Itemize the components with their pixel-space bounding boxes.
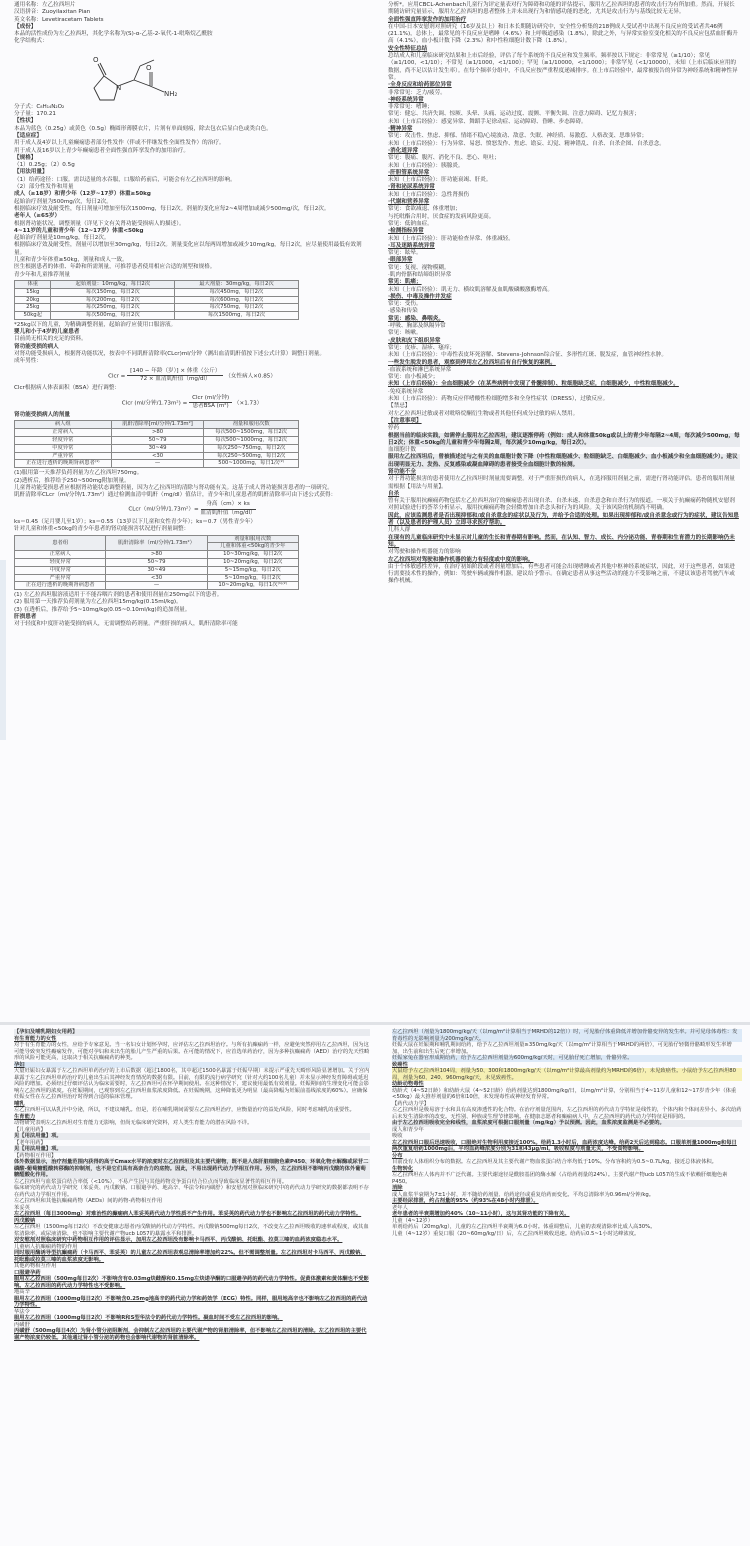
subsection-heading: 孕妇 (14, 1062, 370, 1069)
table-row (15, 566, 299, 574)
paragraph: 目前没有人体组织分布的数据。左乙拉西坦及其主要代谢产物血浆蛋白结合率均低于10%。分布容积约为0.5~0.7L/kg，接近总体液体积。 (392, 1159, 717, 1165)
paragraph: 左乙拉西坦和其他抗癫痫药物（AEDs）间的药物-药物相互作用 (14, 1198, 163, 1204)
table-cell: 正常病人 (15, 551, 106, 559)
paragraph: 妊娠大鼠在妊娠期和哺乳期间给药，给予左乙拉西坦剂量≥350mg/kg/天（以mg/m²计算相当于MRHD的两倍），可见胎仔轻微骨骼畸形发生率增加，出生前和出生后死亡率增加。 (392, 1042, 732, 1055)
table-cell: 20kg (15, 296, 51, 304)
child-note: (3) 在透析后，推荐给予5~10mg/kg(0.05~0.10ml/kg)的追加剂量。 (14, 606, 191, 613)
leaflet-page-1 (0, 0, 378, 1025)
table-cell: 每次200mg，每日2次 (51, 296, 175, 304)
paragraph: 血细胞计数 (388, 447, 416, 454)
table-header-cell: 患者组 (15, 535, 106, 551)
usage-line: 医生根据患者的体重、年龄和所需剂量，可推荐患者使用相应合适的剂型和规格。 (14, 264, 216, 271)
paragraph: 常见：咳嗽。 (388, 330, 422, 337)
page-3-column (14, 1029, 370, 1341)
subsection-heading: 丙戊酸钠 (14, 1217, 36, 1224)
paragraph: 动物研究表明左乙拉西坦对生育能力无影响，但尚无临床研究资料，对人类生育能力的潜在风险不详。 (14, 1120, 253, 1126)
paragraph: 成人血浆半衰期为7±1小时，并不随给药剂量、给药途径或重复给药而变化。平均总清除率为0.96ml/分钟/kg。 (392, 1191, 655, 1198)
table-cell: 严重异常 (15, 452, 112, 460)
table-cell: 每次450mg，每日2次 (175, 288, 299, 296)
renal-bsa-text: Clcr根据病人体表面积（BSA）进行调整： (14, 385, 120, 392)
table-header-cell: 病人组 (15, 421, 112, 429)
pediatric-dose-table (14, 280, 299, 320)
paragraph: 华法令 (14, 1308, 30, 1315)
paragraph: 未知（上市后经验）：药物反应伴嗜酸性粒细胞增多和全身性症状（DRESS），过敏反应。 (388, 396, 609, 403)
paragraph: 儿童病人抗癫痫药物的作用 (14, 1243, 78, 1250)
formula-note: （女性病人×0.85） (225, 372, 276, 379)
formula-fraction (201, 501, 256, 517)
formula-numerator: Clcr (ml/分钟) (189, 395, 232, 403)
paragraph: 常见：皮疹、湿疹、瘙痒； (388, 344, 456, 351)
section-heading: 由于左乙拉西坦吸收完全和线性，血浆浓度可根据口服剂量（mg/kg）予以预测。因此，血浆浓度监测是不必要的。 (392, 1120, 742, 1127)
table-row (15, 559, 299, 567)
paragraph: 与托吡酯合用时，厌食症的发病风险更高。 (388, 213, 495, 220)
subsection-heading: 一些发生脱发的患者，观察到停用左乙拉西坦后有自行恢复的案例。 (388, 359, 556, 366)
section-indications-heading: 【适应症】 (14, 132, 42, 139)
subsection-heading: 主要经尿排泄，约占剂量的95%（约93%在48小时内排泄）。 (392, 1198, 539, 1204)
subsection-heading: 幼龄动物毒性 (392, 1081, 424, 1087)
paragraph: 未知（上市后经验）：急性肾损伤 (388, 191, 470, 198)
table-cell: 严重异常 (15, 574, 106, 582)
renal-text: 成年男性： (14, 358, 42, 365)
leaflet-page-4 (378, 1025, 750, 1546)
svg-text:N: N (116, 83, 122, 92)
table-row (15, 288, 299, 296)
paragraph: 左乙拉西坦（剂量为1800mg/kg/天（以mg/m²计算相当于MRHD的12倍））时，可见胎仔体重降低并增加骨骼变异的发生率。并可见母体毒性：发育毒性的无影响剂量为200mg/kg/天。 (392, 1029, 742, 1042)
section-heading: 服用左乙拉西坦后，曾被描述过与之有关的血细胞计数下降（中性粒细胞减少、粒细胞缺乏、白细胞减少、血小板减少和全血细胞减少）。建议出现明显无力、发热、反复感染或凝血障碍的患者接受全血细胞计数的检测。 (388, 454, 740, 469)
usage-line: 根据临床疗效及耐受性，剂量可以增加至30mg/kg，每日2次。剂量变化应以每两周增加或减少10mg/kg，每日2次，应尽量使用最低有效剂量。 (14, 242, 362, 256)
subsection-heading: ·消化道异常 (388, 147, 419, 154)
table-header-cell: 剂量和服用次数 (204, 421, 298, 429)
formula-numerator: [140 − 年龄（岁）] × 体重（公斤） (127, 368, 223, 376)
paragraph: 苯妥英 (14, 1204, 30, 1211)
paragraph: 未知（上市后经验）：行为异常、易怒、愤怒发作、焦虑、谵妄、幻觉、精神错乱、自杀、自杀企图、自杀意念。 (388, 140, 665, 147)
paragraph: 总结成人和儿童临床研究结果和上市后经验，评估了每个系统的不良反应和发生频率。频率按以下规定：非常常见（≥1/10）；常见（≥1/100，<1/10）；不常见（≥1/1000，<1/100）；罕见（≥1/10000，<1/1000）；非常罕见（<1/10000），未知（上市后临床应用的数据，尚不足以估计发生率）。在每个频率分组中，不良反应按严重程度递减排序。在上市后经验中，最常被报告的异常为神经系统和精神性异常。 (388, 53, 738, 81)
renal-heading: 肾功能受损的病人 (14, 343, 59, 350)
table-cell: 30~49 (106, 566, 207, 574)
table-cell: 每次500~1500mg，每日2次 (204, 429, 298, 437)
table-header-cell: 最大剂量：30mg/kg，每日2次 (175, 280, 299, 288)
subsection-heading: 哺乳 (14, 1100, 25, 1107)
leaflet-page-3 (0, 1025, 378, 1546)
subsection-heading: 自杀 (388, 490, 400, 497)
paragraph: 【药代动力学】 (392, 1100, 430, 1107)
table-cell: 每次250~750mg，每日2次 (204, 444, 298, 452)
structure-label: 化学结构式： (14, 38, 48, 45)
table-cell: 10~20mg/kg，每日2次 (207, 559, 298, 567)
table-cell: 轻度异常 (15, 437, 112, 445)
section-spec-heading: 【规格】 (14, 154, 37, 161)
paragraph: 常见：攻击性、焦虑、抑郁、情绪不稳/心境波动、敌意、失眠、神经质、易激惹、人格改变、思维异常； (388, 133, 648, 140)
paragraph: 老年人 (392, 1204, 408, 1211)
paragraph: 在中国-日本安慰剂对照研究（16岁及以上）和日本长期随访研究中，安全性分析集的218例成人受试者中出现不良反应的受试者共46例(21.1%)，总体上，最常见的不良反应是嗜睡（4.6%）和上呼吸道感染（1.8%），除此之外，与异常实验室变化相关的不良反应包括血肝酶升高（4.1%），血小板计数下降（2.3%）和中性粒细胞计数下降（1.8%）。 (388, 23, 738, 45)
svg-text:O: O (146, 63, 152, 72)
paragraph: 丙磺舒 (14, 1321, 30, 1328)
chemical-structure (14, 46, 370, 104)
formula-lhs: CLcr（ml/分钟/1.73m²）= (128, 506, 199, 513)
subsection-heading: 安全性特征总结 (388, 45, 428, 52)
table-row (15, 296, 299, 304)
paragraph: 左乙拉西坦在人体内并不广泛代谢。主要代谢途径是酰胺基团的酶水解（占给药剂量的24%）。主要代谢产物ucb L057的生成不依赖肝细胞色素P450。 (392, 1172, 728, 1185)
page-2-column (388, 2, 740, 586)
table-cell: — (111, 460, 204, 468)
section-heading: 【孕妇及哺乳期妇女用药】 (14, 1029, 370, 1036)
usage-line: 青少年和儿童推荐剂量 (14, 271, 70, 278)
paragraph: 【禁忌】 (388, 403, 411, 410)
pediatric-clcr-formula (14, 501, 370, 517)
table-cell: 每次250mg，每日2次 (51, 304, 175, 312)
usage-line: （1）给药途径：口服。需以适量的水吞服，口服给药前后，可能会有左乙拉西坦的影响。 (14, 176, 236, 183)
subsection-heading: ·眼部异常 (388, 257, 413, 264)
subsection-heading: ·肾和泌尿系统异常 (388, 184, 435, 191)
table-row (15, 304, 299, 312)
paragraph: 非常常见：嗜睡； (388, 104, 433, 111)
subsection-heading: 对安慰剂对照临床研究中药物相互作用的评估显示，加用左乙拉西坦没有影响卡马西平、丙戊酸钠、托吡酯、拉莫三嗪的血药浓度稳态水平。 (14, 1237, 343, 1243)
paragraph: 常见：血小板减少； (388, 374, 439, 381)
paragraph: 由于个体敏感性差异，在治疗初始阶段或者剂量增加后，有些患者可能会出现嗜睡或者其他中枢神经系统症状，因此，对于这些患者，如果进行需要技术性的操作，例如：驾驶车辆或操作机器，建议给予警示。在确定患者从事这些活动的能力不受影响之前，不建议该患者驾驶汽车或操作机械。 (388, 563, 735, 585)
usage-subheading: 成人（≥18岁）和青少年（12岁~17岁）体重≥50kg (14, 191, 151, 198)
subsection-heading: ·损伤、中毒及操作并发症 (388, 293, 452, 300)
child-note: (2) 服用第一天推荐负荷剂量为左乙拉西坦15mg/kg(0.15ml/kg)。 (14, 599, 182, 606)
table-cell: 每次500mg，每日2次 (51, 312, 175, 320)
table-header-cell: 肌酐清除率[ml/分钟/1.73m²] (111, 421, 204, 429)
paragraph: 分析*。应用CBCL-Achenbach儿童行为评定量表对行为障碍和功能的评估提示，服用左乙拉西坦的患者的攻击行为有所加重。然而，开展长期随访研究量显示，服用左乙拉西坦的患者整体上并未出现行为和情感功能的恶化，尤其是攻击行为与基线比较无无异。 (388, 2, 735, 16)
paragraph: 常见：低钠血症。 (388, 220, 433, 227)
paragraph: ·免疫系统异常 (388, 388, 424, 395)
drug-english-name: 英文名称：Levetiracetam Tablets (14, 16, 104, 23)
usage-subheading: 老年人（≥65岁） (14, 213, 61, 220)
table-header-cell: 体重 (15, 280, 51, 288)
table-cell: <30 (106, 574, 207, 582)
paragraph: 非常常见：乏力/疲劳。 (388, 89, 446, 96)
table-row (15, 452, 299, 460)
table-cell: 每次600mg，每日2次 (175, 296, 299, 304)
renal-text: 对肾功能受损病人，根据肾功能状况，按表中不同肌酐清除率(CLcr)ml/分钟（测出血清肌酐值按下述公式计算）调整日剂量。 (14, 351, 325, 358)
paragraph: 未知（上市后经验）：中毒性表皮坏死溶解、Stevens-Johnson综合征、多形性红斑、脱发症，血管神经性水肿。 (388, 352, 667, 359)
paragraph: 儿童（4~12岁） (392, 1217, 434, 1224)
paragraph: 幼龄犬（4~52日龄）和幼龄大鼠（4~52日龄）给药剂量达到1800mg/kg/日，以mg/m²计算，分别相当于4~11岁儿童和12~17岁青少年（体重<50kg）最大推荐剂量的6倍和10倍，未发现毒性或神经发育异常。 (392, 1087, 737, 1100)
subsection-heading: 左乙拉西坦口服后迅速吸收，口服绝对生物利用度接近100%。给药1.3小时后，血药浓度达峰。给药2天后达到稳态。口服单剂量1000mg和每日两次重复给药1000mg后，平均血药峰浓度分别为31和43μg/ml。吸收程度与剂量无关，不受食物影响。 (392, 1139, 737, 1152)
renal-note: (1)服用第一天推荐负荷剂量为左乙拉西坦750mg。 (14, 470, 143, 477)
svg-text:NH₂: NH₂ (164, 89, 178, 98)
table-row (15, 582, 299, 590)
paragraph: 其他药物相互作用 (14, 1263, 57, 1269)
table-cell: 500~1000mg，每日1次⁽²⁾ (204, 460, 298, 468)
chemical-structure-drawing (74, 46, 214, 104)
child-table-title: 针对儿童和体重<50kg的青少年患者的肾功能损害状况进行剂量调整： (14, 526, 190, 533)
table-header-cell: 剂量和服用次数 (207, 535, 298, 543)
subsection-heading: 有生育能力的女性 (14, 1035, 57, 1042)
usage-line: 起始治疗剂量为500mg/次，每日2次。 (14, 198, 112, 205)
subsection-heading: ·精神异常 (388, 126, 413, 133)
table-row (15, 312, 299, 320)
paragraph: 未知（上市后经验）：肝功能衰竭、肝炎。 (388, 177, 492, 184)
paragraph: 单剂给药后（20mg/kg），儿童的左乙拉西坦半衰期为6.0小时。体重调整后，儿童的表观清除率比成人高30%。 (392, 1224, 656, 1230)
subsection-heading: ·全身反应和给药部位异常 (388, 82, 452, 89)
table-header-cell: 儿童和体重<50kg的青少年 (207, 543, 298, 551)
usage-line: （2）部分性发作和用量 (14, 184, 74, 191)
paragraph: 儿科人群 (388, 527, 411, 534)
infant-text: 目前尚无相关的充足的资料。 (14, 336, 87, 343)
section-heading: 见【用法用量】项。 (14, 1146, 370, 1153)
formula-lhs: Clcr = (108, 372, 126, 379)
ks-note: ks＝0.45（足月婴儿至1岁）；ks＝0.55（13岁以下儿童和女性青少年）；ks＝0.7（男性青少年） (14, 519, 256, 526)
table-cell: >80 (106, 551, 207, 559)
paragraph: 常见：受伤。 (388, 301, 422, 308)
table-cell: 5~15mg/kg，每日2次 (207, 566, 298, 574)
dose-table-note: *25kg以下的儿童，为精确调整剂量，起始治疗应使用口服溶液。 (14, 321, 177, 328)
subsection-heading: 左乙拉西坦对驾驶和操作机器的能力有轻度或中度的影响。 (388, 556, 534, 563)
pediatric-renal-table (14, 535, 299, 591)
table-cell: 每次1500mg，每日2次 (175, 312, 299, 320)
table-row (15, 551, 299, 559)
subsection-heading: ·皮肤和皮下组织异常 (388, 337, 441, 344)
paragraph: 对于肾功能损害的患者使用左乙拉西坦时剂量需要调整。对于严重肝损伤的病人，在选择服用剂量之前，需进行肾功能评估。患者的服用剂量需根据【用法与用量】。 (388, 476, 735, 490)
table-cell: 轻度异常 (15, 559, 106, 567)
renal-dose-table (14, 420, 299, 468)
table-cell: — (106, 582, 207, 590)
subsection-heading: 【注意事项】 (388, 417, 422, 424)
paragraph: 【老年用药】 (14, 1139, 46, 1146)
hepatic-text: 对于轻度和中度肝功能受损的病人，无需调整给药剂量。严重肝损的病人，肌酐清除率可能 (14, 621, 238, 628)
table-cell: 10~20mg/kg，每日1次⁽¹⁾⁽²⁾ (207, 582, 298, 590)
formula-denominator: 72 × 血清肌酐值（mg/dl） (140, 375, 211, 382)
table-row (15, 444, 299, 452)
table-cell: 中度异常 (15, 444, 112, 452)
composition-text: 本品的活性成份为左乙拉西坦，其化学名称为(S)-α-乙基-2-氧代-1-吡咯烷乙酰胺 (14, 31, 213, 38)
svg-text:O: O (93, 55, 99, 64)
paragraph: 成人和青少年 (392, 1126, 424, 1133)
subsection-heading: 生育能力 (14, 1113, 36, 1120)
table-row (15, 429, 299, 437)
leaflet-page-2 (378, 0, 750, 1025)
paragraph: 【药物相互作用】 (14, 1152, 57, 1159)
paragraph: 地高辛 (14, 1289, 30, 1295)
subsection-heading: ·检测指标异常 (388, 228, 424, 235)
paragraph: 对驾驶和操作机器能力的影响 (388, 549, 461, 556)
paragraph: 未知（上市后经验）：胰腺炎。 (388, 162, 464, 169)
paragraph: 对左乙拉西坦过敏或者对吡咯烷酮衍生物或者其他任何成分过敏的病人禁用。 (388, 410, 579, 417)
subsection-heading: 同时服用酶诱导型抗癫痫药（卡马西平、苯妥英）的儿童左乙拉西坦表观总清除率增加约22%。但不需调整剂量。左乙拉西坦对卡马西平、丙戊酸钠、托吡酯或拉莫三嗪的血浆浓度无影响。 (14, 1250, 366, 1263)
renal-note: 儿童肾功能受损患者应根据肾功能状态调整剂量，因为左乙拉西坦的清除与肾功能有关。这基于成人肾功能损害患者的一项研究。 (14, 484, 333, 491)
molecular-formula: 分子式：C₈H₁₄N₂O₂ (14, 103, 65, 110)
clcr-bsa-formula (14, 395, 370, 411)
paragraph: 大量妊娠妇女暴露于左乙拉西坦单药治疗的上市后数据（超过1800名，其中超过1500名暴露于妊娠早期）未提示严重先天畸形风险显著增加。关于宫内暴露于左乙拉西坦单药治疗的儿童出生后其神经发育情况的数据有限。目前，有限的流行病学研究（针对大约100名儿童）并未显示神经发育障碍或延迟风险的增加。必须经过仔细评估认为临床需要时，左乙拉西坦可在怀孕期间使用。在这种情况下，建议使用最低有效剂量。妊娠期间的生理变化可能会影响左乙拉西坦的浓度。在妊娠期间，已观察到左乙拉西坦血浆浓度降低。在妊娠晚期，这种降低更为明显（最高降幅为妊娠前基线浓度的60%）。应确保妊娠女性在左乙拉西坦治疗时得到合适的临床管理。 (14, 1068, 370, 1100)
paragraph: 左乙拉西坦是极易溶于水和具有高度渗透性的化合物。在治疗剂量范围内，左乙拉西坦的药代动力学特征是线性的，个体内和个体间差异小。多次给药后未发生清除率的改变。无性别、种族或生理节律影响。在健康志愿者和癫痫病人中，左乙拉西坦的药代动力学特征是相同的。 (392, 1107, 742, 1120)
paragraph: 左乙拉西坦可以从乳汁中分泌，所以，不建议哺乳。但是，若在哺乳期间需要左乙拉西坦治疗，应衡量治疗的益处/风险，同时考虑哺乳的重要性。 (14, 1107, 355, 1113)
formula-denominator: 患者BSA (m²) (192, 402, 229, 409)
section-composition-heading: 【成份】 (14, 23, 37, 30)
subsection-heading: 分布 (392, 1152, 403, 1159)
usage-line: 根据肾功能状况，调整剂量（详见下文有关肾功能受损病人的描述）。 (14, 220, 185, 227)
paragraph: ·呼吸、胸部及纵隔异常 (388, 323, 446, 330)
table-cell: 正在进行透析的晚期肾病患者 (15, 582, 106, 590)
child-note: (1) 左乙拉西坦服溶液适用于不能吞咽片剂的患者和使用剂量在250mg以下的患者。 (14, 592, 223, 599)
paragraph: 常见：复视、视物模糊。 (388, 264, 450, 271)
subsection-heading: 常见：肌痛； (388, 279, 422, 286)
table-cell: 中度异常 (15, 566, 106, 574)
page-4-column (392, 1029, 742, 1237)
subsection-heading: 在现有的儿童临床研究中未显示对儿童的生长和青春期有影响。然而，在认知、智力、成长、内分泌功能、青春期和生育潜力的长期影响仍未知。 (388, 534, 735, 548)
table-cell: 10~30mg/kg，每日2次 (207, 551, 298, 559)
indication-line: 用于成人及4岁以上儿童癫痫患者部分性发作（伴或不伴继发性全面性发作）的治疗。 (14, 140, 225, 147)
table-header-cell: 起始剂量：10mg/kg，每日2次 (51, 280, 175, 288)
table-row (15, 574, 299, 582)
usage-line: 儿童和青少年体重≥50kg，剂量和成人一致。 (14, 257, 128, 264)
drug-generic-name: 通用名称：左乙拉西坦片 (14, 2, 76, 8)
paragraph: 左乙拉西坦与血浆蛋白结合率低（<10%），不易产生因与其他药物竞争蛋白结合位点而导致临床显著性的相互作用。 (14, 1178, 288, 1185)
paragraph: 儿童（4~12岁）重复口服（20~60mg/kg/日）后，左乙拉西坦吸收迅速。给药后0.5~1小时达峰浓度。 (392, 1230, 640, 1237)
table-cell: 每次500~1000mg，每日2次 (204, 437, 298, 445)
subsection-heading: 未知（上市后经验）：全血细胞减少（在某些病例中发现了骨髓抑制）、粒细胞缺乏症，白细胞减少，中性粒细胞减少。 (388, 381, 679, 388)
formula-fraction (127, 368, 223, 384)
usage-line: 起始治疗剂量是10mg/kg，每日2次。 (14, 235, 110, 242)
renal-note: 肌酐清除率CLcr（ml/分钟/1.73m²）通过检测血清中肌酐（mg/dl）值估计，青少年和儿童患者的肌酐清除率可由下述公式获得： (14, 492, 337, 499)
paragraph: 未知（上市后经验）：肝功能检查异常、体重减轻。 (388, 235, 514, 242)
subsection-heading: ·肝胆管系统异常 (388, 169, 430, 176)
formula-denominator: 血清肌酐值（mg/dl） (200, 509, 256, 516)
subsection-heading: 老年患者的半衰期增加约40%（10~11小时），这与其肾功能的下降有关。 (392, 1211, 570, 1217)
table-cell: 每次150mg，每日2次 (51, 288, 175, 296)
paragraph: 常见：健忘、共济失调、惊厥、头晕、头痛、运动过度、震颤、平衡失调、注意力障碍、记忆力损害； (388, 111, 640, 118)
table-header-row (15, 421, 299, 429)
subsection-heading: ·耳及迷路系统异常 (388, 242, 435, 249)
page-gutter-mark (0, 560, 6, 740)
formula-lhs: Clcr (ml/分钟/1.73m²) = (121, 399, 188, 406)
section-traits-heading: 【性状】 (14, 118, 37, 125)
table-cell: 正常病人 (15, 429, 112, 437)
formula-note: （×1.73） (233, 399, 263, 406)
table-cell: 50kg起 (15, 312, 51, 320)
molecular-weight: 分子量：170.21 (14, 111, 56, 118)
drug-pinyin-name: 汉语拼音：Zuoyilaxitan Pian (14, 9, 91, 16)
subsection-heading: 消除 (392, 1185, 403, 1191)
section-heading: 见【用法用量】项。 (14, 1133, 370, 1140)
indication-line: 用于成人及16岁以上青少年癫痫患者全面性强直阵挛发作的加用治疗。 (14, 147, 189, 154)
subsection-heading: 常见：感染、鼻咽炎。 (388, 315, 444, 322)
section-usage-heading: 【用法用量】 (14, 169, 48, 176)
table-cell: 每次250~500mg，每日2次 (204, 452, 298, 460)
table-cell: 5~10mg/kg，每日2次 (207, 574, 298, 582)
formula-fraction (189, 395, 232, 411)
table-cell: 每次750mg，每日2次 (175, 304, 299, 312)
subsection-heading: 肾功能不全 (388, 469, 416, 475)
subsection-heading: 致癌性 (392, 1061, 408, 1068)
subsection-heading: 丙磺舒（500mg每日4次）为肾小管分泌阻断剂，会抑制左乙拉西坦的主要代谢产物的肾脏清除率，但不影响左乙拉西坦的清除。左乙拉西坦的主要代谢产物浓度仍较低。其他通过肾小管分泌的药物也会影响代谢物的肾脏清除率。 (14, 1328, 367, 1341)
renal-note: (2)透析后，推荐给予250~500mg附加剂量。 (14, 477, 130, 484)
table-cell: >80 (111, 429, 204, 437)
table-header-cell: 肌酐清除率（ml/分钟/1.73m²） (106, 535, 207, 551)
table-cell: <30 (111, 452, 204, 460)
table-cell: 正在进行透析的晚期肾病患者⁽¹⁾ (15, 460, 112, 468)
paragraph: 左乙拉西坦（1500mg每日2次）不改变健康志愿者丙戊酸钠药代动力学特性。丙戊酸钠500mg每日2次，不改变左乙拉西坦吸收的速率或程度，或其血浆清除率，或尿液清除，也不影响主要代谢产物ucb L057的暴露水平和排泄。 (14, 1224, 369, 1237)
paragraph: 常见：眩晕。 (388, 250, 422, 257)
table-cell: 50~79 (111, 437, 204, 445)
paragraph: 对于有生育能力的女性，应给予专家意见。当一名妇女计划怀孕时，应评估左乙拉西坦治疗。与所有抗癫痫药一样，应避免突然停用左乙拉西坦，因为这可能导致突发性癫痫发作，可能对孕妇和未出生的胎儿产生严重的后果。在可能的情况下，应首选单药治疗，因为多种抗癫痫药（AED）治疗的先天性畸形的风险可能更高，这取决于相关抗癫痫药的种类。 (14, 1042, 370, 1061)
paragraph: ·血液系统和淋巴系统异常 (388, 366, 452, 373)
table-cell: 50~79 (106, 559, 207, 567)
page-1-column (14, 2, 370, 629)
section-heading: 根据当前的临床实践，如需停止服用左乙拉西坦，建议逐渐停药（例如：成人和体重50kg或以上的青少年每隔2~4周，每次减少500mg，每日2次；体重<50kg的儿童和青少年每隔2周，每次减少10mg/kg，每日2次）。 (388, 432, 740, 446)
subsection-heading: 口服避孕药 (14, 1269, 41, 1276)
paragraph: 临床研究的药代动力学研究（苯妥英、丙戊酸钠、口服避孕药、地高辛、华法令和丙磺舒）和安慰剂对照临床研究中的药代动力学研究的数据都表明不存在药代动力学相互作用。 (14, 1185, 369, 1198)
section-heading: 体外数据显示，治疗剂量范围内获得的高于Cmax水平的浓度时左乙拉西坦及其主要代谢物，既不是人体肝脏细胞色素P450、环氧化物水解酶或尿苷二磷酸-葡萄糖醛酸转移酶的抑制剂，也不是它们具有高亲合力的底物。因此，不易出现药代动力学相互作用。另外，左乙拉西坦不影响丙戊酸的体外葡萄糖醛酸化作用。 (14, 1159, 369, 1178)
infant-heading: 婴儿和小于4岁的儿童患者 (14, 329, 80, 336)
subsection-heading: 左乙拉西坦（每日3000mg）对难治性的癫痫病人苯妥英药代动力学性质不产生作用。苯妥英的药代动力学也不影响左乙拉西坦的药代动力学特性。 (14, 1211, 362, 1217)
paragraph: 未知（上市后经验）：感觉异常、舞蹈手足徐动症、运动障碍、昏睡、步态障碍。 (388, 118, 587, 125)
paragraph: 常见：食欲减退、体重增加； (388, 206, 461, 213)
subsection-heading: 服用左乙拉西坦（500mg每日2次）不影响含有0.03mg炔雌醇和0.15mg左炔诺孕酮的口服避孕药的药代动力学特性。促黄体激素和黄体酮也不受影响。左乙拉西坦的药代动力学特性也不受影响。 (14, 1276, 369, 1289)
traits-text: 本品为蓝色（0.25g）或黄色（0.5g）椭圆形薄膜衣片，片剂有单面刻痕，除去包衣后显白色或类白色。 (14, 125, 272, 132)
paragraph: 大鼠给予左乙拉西坦104周，剂量为50、300和1800mg/kg/天（以mg/m²计算最高剂量约为MRHD的6倍），未见致癌性。小鼠给予左乙拉西坦80周，剂量为60、240、960mg/kg/天，未见致癌性。 (392, 1068, 742, 1081)
table-cell: 30~49 (111, 444, 204, 452)
paragraph: 未知（上市后经验）：肌无力、横纹肌溶解及血肌酸磷酸激酶增高。 (388, 286, 554, 293)
paragraph: 停药 (388, 425, 400, 432)
paragraph: ·感染和传染 (388, 308, 418, 315)
usage-line: 根据临床疗效及耐受性，每日剂量可增加至每次1500mg，每日2次。剂量的变化应每2~4周增加或减少500mg/次，每日2次。 (14, 205, 330, 212)
subsection-heading: 生物转化 (392, 1165, 414, 1172)
clcr-formula (14, 368, 370, 384)
paragraph: 吸收 (392, 1133, 403, 1139)
table-header-row (15, 280, 299, 288)
usage-subheading: 4~11岁的儿童和青少年（12~17岁）体重<50kg (14, 227, 144, 234)
table-cell: 15kg (15, 288, 51, 296)
subsection-heading: 服用左乙拉西坦（1000mg每日2次）不影响R和S型华法令的药代动力学特性。凝血时间不受左乙拉西坦的影响。 (14, 1315, 283, 1321)
paragraph: 【儿童用药】 (14, 1126, 46, 1133)
subsection-heading: ·神经系统异常 (388, 96, 424, 103)
spec-text: （1）0.25g；（2）0.5g (14, 162, 75, 169)
table-header-row (15, 535, 299, 543)
paragraph: 曾有关于服用抗癫痫药物包括左乙拉西坦治疗的癫痫患者出现自杀、自杀未遂、自杀意念和自杀行为的报道。一项关于抗癫痫药物随机安慰剂对照试验进行的荟萃分析显示，服用抗癫痫药物会轻微增加自杀念头和行为的风险。关于该风险的机制尚不明确。 (388, 498, 735, 512)
table-row (15, 437, 299, 445)
renal-table-title: 肾功能受损病人的剂量 (14, 412, 70, 419)
paragraph: 妊娠家兔在器官形成期给药，给予左乙拉西坦剂量为600mg/kg/天时，可见胎仔死亡增加，骨骼异常。 (392, 1055, 742, 1062)
table-cell: 25kg (15, 304, 51, 312)
subsection-heading: 全面性强直阵挛发作的加用治疗 (388, 16, 467, 23)
paragraph: ·肌肉骨骼和结缔组织异常 (388, 271, 452, 278)
subsection-heading: 因此，应该监测患者是否出现抑郁和/或自杀意念的症状以及行为，并给予合适的处理。如果出现抑郁和/或自杀意念或行为的症状，建议告知患者（以及患者的护理人员）立即寻求医疗帮助。 (388, 512, 739, 527)
formula-numerator: 身高（cm）× ks (201, 501, 256, 509)
subsection-heading: 服用左乙拉西坦（1000mg每日2次）不影响含0.25mg地高辛的药代动力学和药效学（ECG）特性。同样，服用地高辛也不影响左乙拉西坦的药代动力学特性。 (14, 1295, 368, 1308)
paragraph: 常见：腹痛、腹泻、消化不良、恶心、呕吐； (388, 155, 500, 162)
subsection-heading: ·代谢和营养异常 (388, 199, 430, 206)
hepatic-heading: 肝损患者 (14, 614, 37, 621)
table-row (15, 460, 299, 468)
